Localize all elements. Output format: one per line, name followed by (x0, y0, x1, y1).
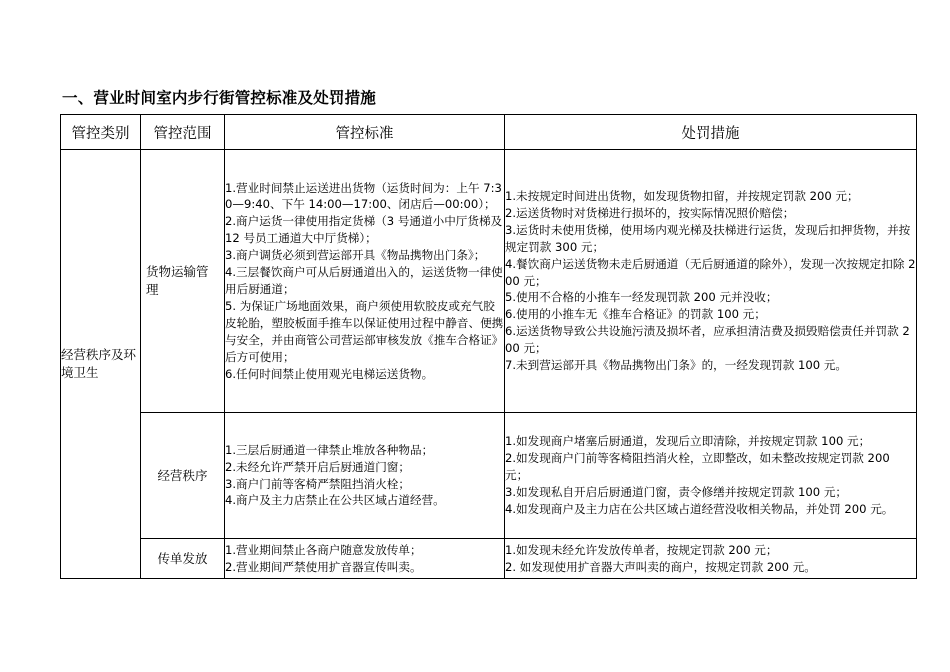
penalty-item: 1.如发现未经允许发放传单者，按规定罚款 200 元； (505, 542, 778, 557)
scope-cell: 经营秩序 (141, 413, 225, 539)
standard-item: 3.商户调货必须到营运部开具《物品携物出门条》； (225, 248, 486, 263)
penalties-cell (505, 150, 917, 413)
penalty-item: 4.餐饮商户运送货物未走后厨通道（无后厨通道的除外），发现一次按规定扣除 200 元； (505, 256, 916, 288)
penalties-cell (505, 539, 917, 579)
standard-item: 1.营业时间禁止运送进出货物（运货时间为：上午 7:30—9:40、下午 14:00—17:00、闭店后—00:00）； (225, 180, 502, 212)
header-standard: 管控标准 (225, 115, 505, 150)
standard-item: 5. 为保证广场地面效果，商户须使用软胶皮或充气胶皮轮胎，塑胶板面手推车以保证使用过程中静音、便携与安全，并由商管公司营运部审核发放《推车合格证》后方可使用； (225, 298, 504, 364)
standard-item: 4.商户及主力店禁止在公共区域占道经营。 (225, 493, 445, 508)
table-header-row (61, 115, 917, 150)
control-standards-table (60, 114, 917, 579)
scope-cell: 货物运输管理 (141, 150, 225, 413)
standard-item: 2.营业期间严禁使用扩音器宣传叫卖。 (225, 559, 422, 574)
section-title: 一、营业时间室内步行街管控标准及处罚措施 (62, 89, 377, 107)
penalty-item: 7.未到营运部开具《物品携物出门条》的，一经发现罚款 100 元。 (505, 358, 848, 373)
table-row (61, 150, 917, 413)
table-row (61, 413, 917, 539)
standards-cell (225, 539, 505, 579)
standard-item: 2.商户运货一律使用指定货梯（3 号通道小中厅货梯及 12 号员工通道大中厅货梯）； (225, 214, 503, 246)
penalty-item: 2.运送货物时对货梯进行损坏的，按实际情况照价赔偿； (505, 205, 795, 220)
penalty-item: 4.如发现商户及主力店在公共区域占道经营没收相关物品，并处罚 200 元。 (505, 501, 894, 516)
penalty-item: 6.运送货物导致公共设施污渍及损坏者，应承担清洁费及损毁赔偿责任并罚款 200 元； (505, 324, 910, 356)
standards-cell (225, 413, 505, 539)
header-category: 管控类别 (61, 115, 141, 150)
header-penalty: 处罚措施 (505, 115, 917, 150)
penalty-item: 2. 如发现使用扩音器大声叫卖的商户，按规定罚款 200 元。 (505, 559, 816, 574)
penalty-item: 6.使用的小推车无《推车合格证》的罚款 100 元； (505, 307, 766, 322)
penalties-cell (505, 413, 917, 539)
category-cell: 经营秩序及环境卫生 (61, 150, 141, 579)
table-row (61, 539, 917, 579)
penalty-item: 5.使用不合格的小推车一经发现罚款 200 元并没收； (505, 290, 778, 305)
penalty-item: 3.如发现私自开启后厨通道门窗，责令修缮并按规定罚款 100 元； (505, 484, 848, 499)
standard-item: 1.营业期间禁止各商户随意发放传单； (225, 542, 422, 557)
standard-item: 2.未经允许严禁开启后厨通道门窗； (225, 459, 410, 474)
penalty-item: 1.如发现商户堵塞后厨通道，发现后立即清除，并按规定罚款 100 元； (505, 434, 871, 449)
header-scope: 管控范围 (141, 115, 225, 150)
standard-item: 1.三层后厨通道一律禁止堆放各种物品； (225, 442, 434, 457)
standard-item: 4.三层餐饮商户可从后厨通道出入的，运送货物一律使用后厨通道； (225, 265, 503, 296)
penalty-item: 1.未按规定时间进出货物，如发现货物扣留，并按规定罚款 200 元； (505, 189, 859, 204)
standard-item: 6.任何时间禁止使用观光电梯运送货物。 (225, 366, 434, 381)
standard-item: 3.商户门前等客椅严禁阻挡消火栓； (225, 476, 410, 491)
standards-cell (225, 150, 505, 413)
penalty-item: 3.运货时未使用货梯，使用场内观光梯及扶梯进行运货，发现后扣押货物，并按规定罚款 300 元； (505, 222, 911, 254)
penalty-item: 2.如发现商户门前等客椅阻挡消火栓，立即整改，如未整改按规定罚款 200 元； (505, 451, 890, 483)
scope-cell: 传单发放 (141, 539, 225, 579)
